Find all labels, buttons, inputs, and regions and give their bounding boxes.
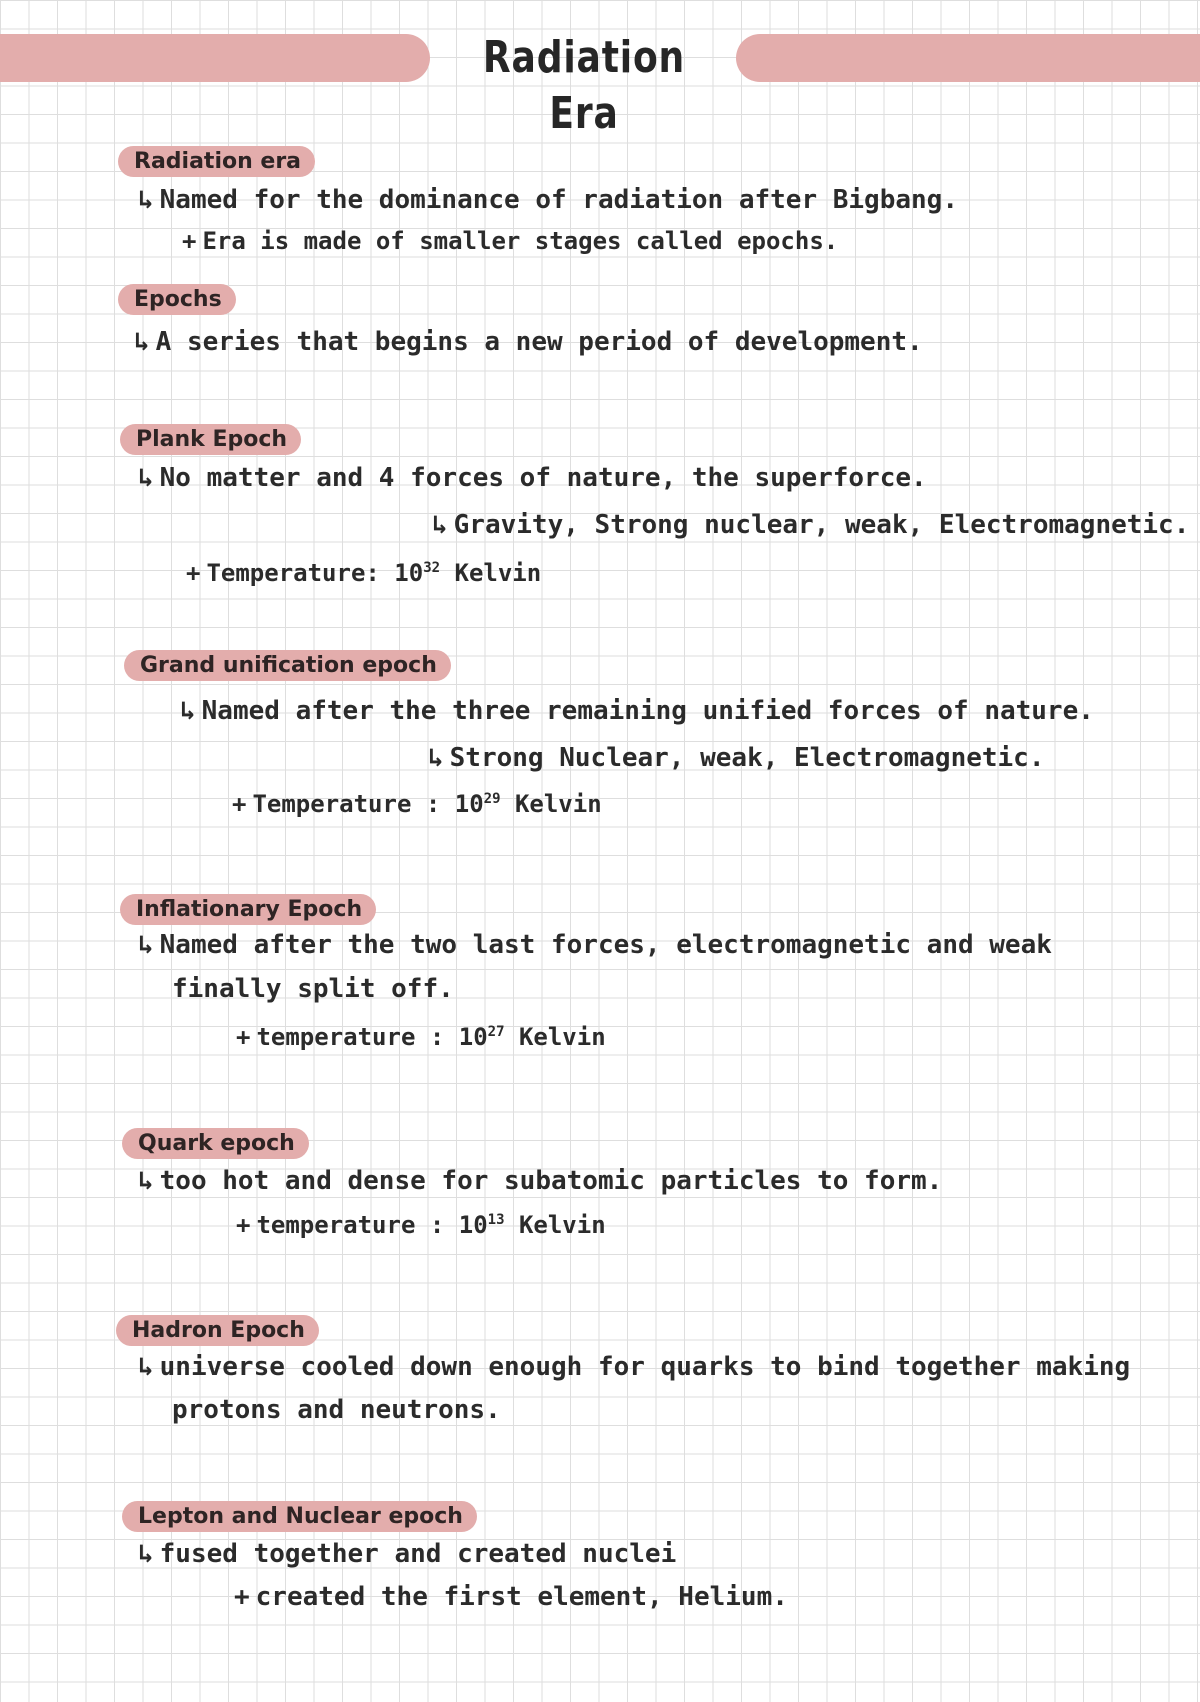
arrow-return-icon: ↳ xyxy=(138,1166,154,1196)
note-text: Gravity, Strong nuclear, weak, Electromagnetic. xyxy=(453,510,1190,540)
note-text: temperature : 10 xyxy=(256,1211,488,1239)
note-line xyxy=(236,1020,606,1054)
section-heading: Lepton and Nuclear epoch xyxy=(122,1501,477,1532)
section-heading: Radiation era xyxy=(118,146,315,177)
note-text: temperature : 10 xyxy=(256,1023,488,1051)
note-text: A series that begins a new period of development. xyxy=(155,327,923,357)
note-line xyxy=(138,1350,1130,1384)
note-line xyxy=(138,1537,676,1571)
note-line xyxy=(172,972,454,1006)
arrow-return-icon: ↳ xyxy=(138,1539,154,1569)
temperature-exponent: 13 xyxy=(487,1212,505,1228)
note-text: Strong Nuclear, weak, Electromagnetic. xyxy=(449,743,1045,773)
arrow-return-icon: ↳ xyxy=(180,696,196,726)
note-text: Kelvin xyxy=(440,559,542,587)
note-text: too hot and dense for subatomic particles to form. xyxy=(159,1166,943,1196)
note-text: Named for the dominance of radiation after Bigbang. xyxy=(159,185,958,215)
title-band-left xyxy=(0,34,430,82)
note-text: Era is made of smaller stages called epochs. xyxy=(202,227,839,255)
plus-icon: + xyxy=(236,1211,251,1239)
note-line xyxy=(138,928,1052,962)
note-line xyxy=(234,1580,788,1614)
note-line xyxy=(186,556,541,590)
note-text: Kelvin xyxy=(504,1023,606,1051)
note-text: Kelvin xyxy=(504,1211,606,1239)
arrow-return-icon: ↳ xyxy=(138,463,154,493)
plus-icon: + xyxy=(232,790,247,818)
section-heading: Inflationary Epoch xyxy=(120,894,376,925)
section-heading: Hadron Epoch xyxy=(116,1315,319,1346)
arrow-return-icon: ↳ xyxy=(134,327,150,357)
note-line xyxy=(172,1393,501,1427)
note-text: fused together and created nuclei xyxy=(159,1539,677,1569)
section-heading: Epochs xyxy=(118,284,236,315)
note-line xyxy=(180,694,1094,728)
arrow-return-icon: ↳ xyxy=(432,510,448,540)
page-title: Radiation Era xyxy=(482,32,686,139)
title-band-right xyxy=(736,34,1200,82)
plus-icon: + xyxy=(182,227,197,255)
note-text: Named after the two last forces, electromagnetic and weak xyxy=(159,930,1052,960)
temperature-exponent: 27 xyxy=(487,1024,505,1040)
note-line xyxy=(432,508,1189,542)
note-text: Named after the three remaining unified forces of nature. xyxy=(201,696,1094,726)
section-heading: Grand unification epoch xyxy=(124,650,451,681)
note-line xyxy=(134,325,923,359)
note-text: finally split off. xyxy=(172,974,454,1004)
section-heading: Quark epoch xyxy=(122,1128,309,1159)
arrow-return-icon: ↳ xyxy=(428,743,444,773)
note-text: protons and neutrons. xyxy=(172,1395,501,1425)
note-line xyxy=(232,787,602,821)
note-line xyxy=(138,183,958,217)
note-text: universe cooled down enough for quarks to bind together making xyxy=(159,1352,1131,1382)
arrow-return-icon: ↳ xyxy=(138,185,154,215)
note-line xyxy=(138,1164,942,1198)
arrow-return-icon: ↳ xyxy=(138,930,154,960)
plus-icon: + xyxy=(236,1023,251,1051)
note-text: Temperature : 10 xyxy=(252,790,484,818)
section-heading: Plank Epoch xyxy=(120,424,301,455)
arrow-return-icon: ↳ xyxy=(138,1352,154,1382)
note-text: Temperature: 10 xyxy=(206,559,424,587)
plus-icon: + xyxy=(186,559,201,587)
note-line xyxy=(236,1208,606,1242)
note-text: created the first element, Helium. xyxy=(255,1582,788,1612)
note-line xyxy=(428,741,1044,775)
temperature-exponent: 29 xyxy=(483,791,501,807)
note-line xyxy=(182,224,838,258)
temperature-exponent: 32 xyxy=(423,560,441,576)
note-text: Kelvin xyxy=(500,790,602,818)
note-line xyxy=(138,461,927,495)
plus-icon: + xyxy=(234,1582,250,1612)
note-text: No matter and 4 forces of nature, the superforce. xyxy=(159,463,927,493)
